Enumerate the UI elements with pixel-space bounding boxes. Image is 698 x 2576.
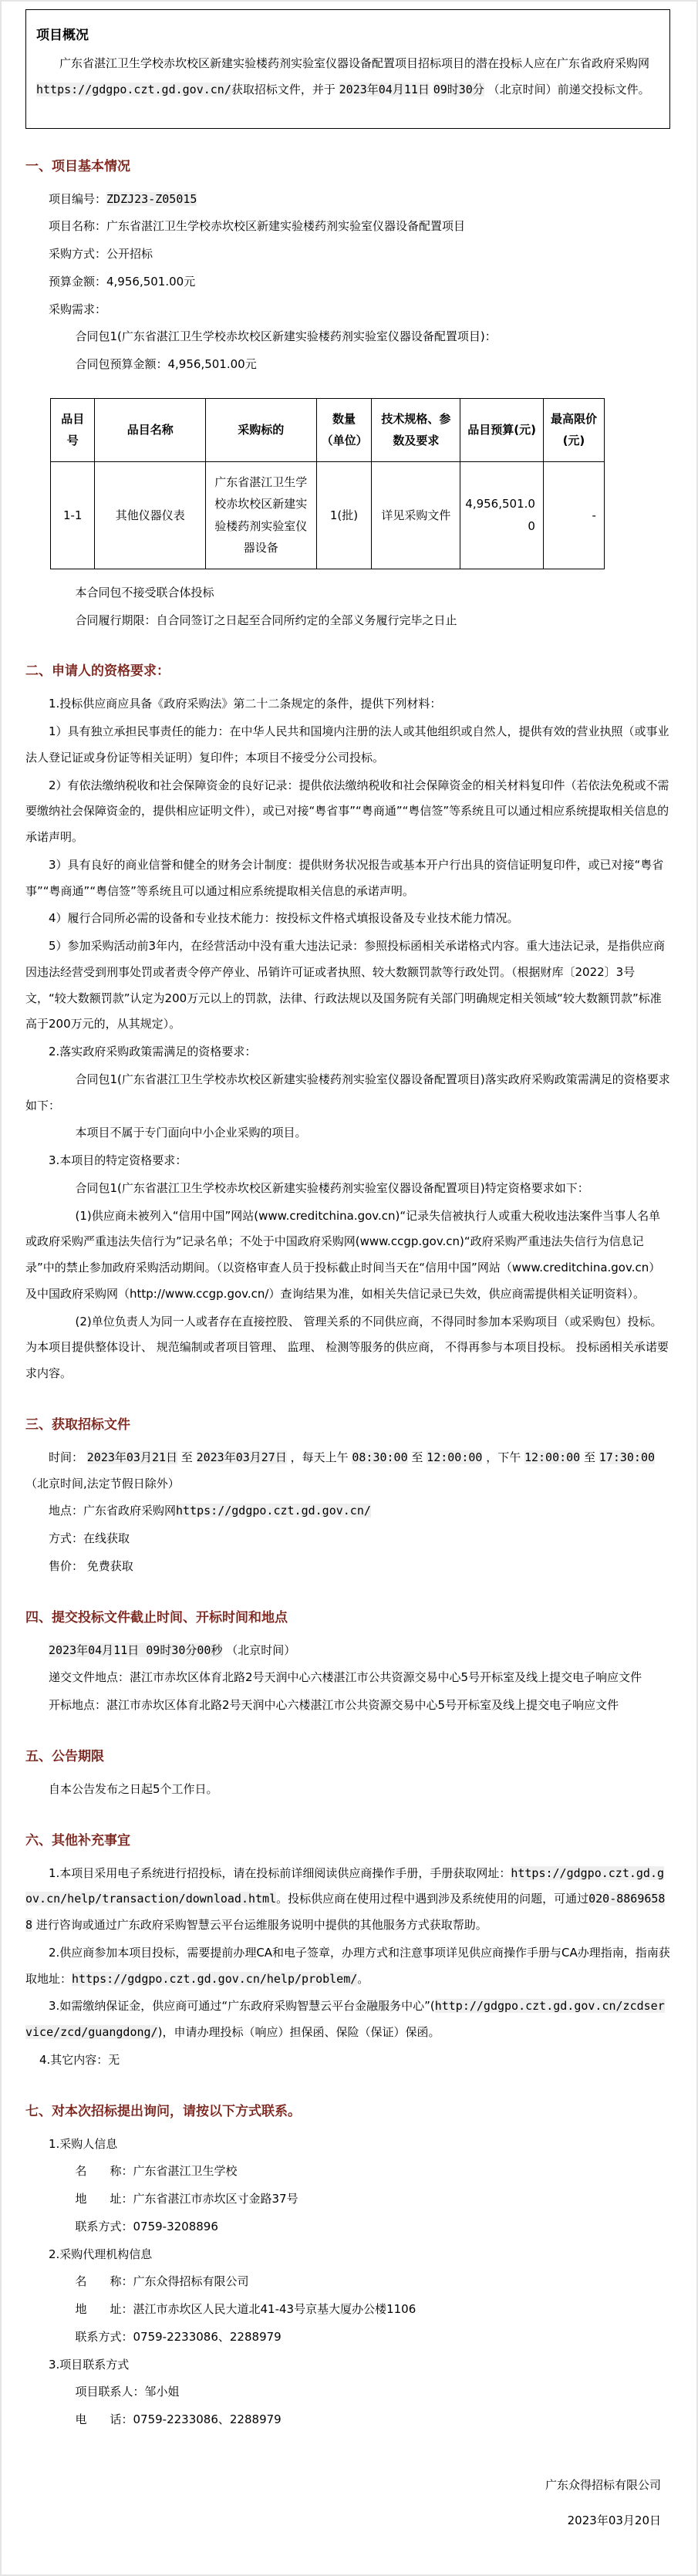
table-cell: 4,956,501.00: [460, 461, 544, 569]
document-time-line: [25, 1445, 670, 1497]
submission-deadline-line: [25, 1638, 670, 1664]
text-segment: 项目编号：: [49, 191, 107, 206]
section-7-heading: 七、对本次招标提出询问，请按以下方式联系。: [25, 2103, 301, 2119]
highlighted-value: https://gdgpo.czt.gd.gov.cn/help/transaction/download.html: [25, 1865, 665, 1906]
project-name-line: 项目名称：广东省湛江卫生学校赤坎校区新建实验楼药剂实验室仪器设备配置项目: [49, 219, 466, 234]
table-cell: 1(批): [316, 461, 372, 569]
agency-info-title: 2.采购代理机构信息: [49, 2247, 153, 2261]
section-3-heading: 三、获取招标文件: [25, 1416, 130, 1433]
text-segment: 进行咨询或通过广东政府采购智慧云平台运维服务说明中提供的其他服务方式获取帮助。: [32, 1918, 487, 1932]
qualification-item: 本项目不属于专门面向中小企业采购的项目。: [75, 1126, 307, 1140]
qualification-item: 1）具有独立承担民事责任的能力：在中华人民共和国境内注册的法人或其他组织或自然人，提供有效的营业执照（或事业法人登记证或身份证等相关证明）复印件；本项目不接受分公司投标。: [25, 724, 669, 765]
document-price-line: 售价： 免费获取: [49, 1558, 133, 1573]
text-segment: 1.本项目采用电子系统进行招投标，请在投标前详细阅读供应商操作手册，手册获取网址：: [49, 1865, 511, 1880]
qualification-item: (1)供应商未被列入“信用中国”网站(www.creditchina.gov.cn)“记录失信被执行人或重大税收违法案件当事人名单或政府采购严重违法失信行为”记录名单；不处于中国政府采购网(www.ccgp.gov.cn)“政府采购严重违法失信行为信息记录”中的禁止参加政府采购活动期间。（以资格审查人员于投标截止时间当天在“信用中国”网站（www.creditchina.gov.cn）及中国政府采购网（http://www.ccgp.gov.cn/）查询结果为准，如相关失信记录已失效，供应商需提供相关证明资料）。: [25, 1208, 661, 1301]
supplement-item: [25, 1940, 670, 1993]
items-table-header-cell: 技术规格、参数及要求: [372, 398, 460, 461]
bid-opening-place-line: 开标地点：湛江市赤坎区体育北路2号天润中心六楼湛江市公共资源交易中心5号开标室及线上提交电子响应文件: [49, 1698, 619, 1712]
text-segment: ，每天上午: [286, 1450, 352, 1464]
qualification-item: 合同包1(广东省湛江卫生学校赤坎校区新建实验楼药剂实验室仪器设备配置项目)落实政府采购政策需满足的资格要求如下：: [25, 1072, 670, 1112]
contract-duration-line: 合同履行期限：自合同签订之日起至合同所约定的全部义务履行完毕之日止: [75, 613, 457, 627]
highlighted-value: 08:30:00: [352, 1450, 408, 1464]
buyer-info-title: 1.采购人信息: [49, 2136, 118, 2151]
table-row: [51, 461, 605, 569]
section-2-heading: 二、申请人的资格要求：: [25, 663, 170, 680]
text-segment: 2.供应商参加本项目投标，需要提前办理CA和电子签章，办理方式和注意事项详见供应商操作手册与CA办理指南，指南获取地址：: [25, 1945, 670, 1986]
qualification-item: 2.落实政府采购政策需满足的资格要求：: [49, 1045, 257, 1058]
highlighted-value: 2023年03月21日: [86, 1450, 178, 1464]
submission-place-line: 递交文件地点：湛江市赤坎区体育北路2号天润中心六楼湛江市公共资源交易中心5号开标室及线上提交电子响应文件: [49, 1670, 642, 1685]
highlighted-value: 2023年03月27日: [196, 1450, 287, 1464]
highlighted-value: 12:00:00: [427, 1450, 483, 1464]
items-table-header-cell: 品目预算(元): [460, 398, 544, 461]
text-segment: 。投标供应商在使用过程中遇到涉及系统使用的问题，可通过: [276, 1892, 589, 1906]
qualification-item: 1.投标供应商应具备《政府采购法》第二十二条规定的条件，提供下列材料：: [49, 697, 442, 711]
supplement-item: 4.其它内容：无: [39, 2052, 120, 2067]
text-segment: 地点：广东省政府采购网: [49, 1504, 177, 1518]
table-cell: 1-1: [51, 461, 95, 569]
text-segment: 获取招标文件，并于: [231, 82, 339, 96]
highlighted-value: 2023年04月11日: [339, 82, 430, 96]
highlighted-value: 2023年04月11日 09时30分00秒: [49, 1642, 223, 1657]
qualification-item: 3.本项目的特定资格要求：: [49, 1153, 187, 1167]
items-table-body: [51, 461, 605, 569]
qualification-item: 3）具有良好的商业信誉和健全的财务会计制度：提供财务状况报告或基本开户行出具的资信证明复印件，或已对接“粤省事”“粤商通”“粤信签”等系统且可以通过相应系统提取相关信息的承诺声明。: [25, 857, 664, 898]
section-1-heading: 一、项目基本情况: [25, 158, 130, 174]
highlighted-value: http://gdgpo.czt.gd.gov.cn/zcdservice/zcd/guangdong/: [25, 1999, 665, 2039]
text-segment: 至: [177, 1450, 197, 1464]
agency-name-line: 名 称：广东众得招标有限公司: [75, 2274, 249, 2289]
text-segment: 时间：: [49, 1450, 87, 1464]
procurement-method-line: 采购方式：公开招标: [49, 247, 153, 261]
table-cell: 详见采购文件: [372, 461, 460, 569]
agency-address-line: 地 址：湛江市赤坎区人民大道北41-43号京基大厦办公楼1106: [75, 2302, 416, 2316]
overview-paragraph: [36, 51, 656, 103]
items-table-header-cell: 品目号: [51, 398, 95, 461]
text-segment: ，下午: [482, 1450, 524, 1464]
text-segment: 。: [357, 1971, 369, 1986]
announcement-period-line: 自本公告发布之日起5个工作日。: [49, 1781, 218, 1796]
highlighted-value: https://gdgpo.czt.gd.gov.cn/: [36, 82, 231, 96]
project-contact-title: 3.项目联系方式: [49, 2357, 130, 2372]
supplement-item: [25, 1861, 670, 1939]
items-table-header-cell: 数量（单位）: [316, 398, 372, 461]
highlighted-value: 020-88696588: [25, 1892, 666, 1932]
text-segment: 3.如需缴纳保证金，供应商可通过“广东政府采购智慧云平台金融服务中心”(: [49, 1999, 435, 2014]
items-table-header-row: [51, 398, 605, 461]
text-segment: 至: [407, 1450, 427, 1464]
document-footer: [25, 2467, 670, 2539]
document-place-line: [25, 1498, 670, 1524]
package-line: 合同包1(广东省湛江卫生学校赤坎校区新建实验楼药剂实验室仪器设备配置项目)：: [75, 329, 497, 344]
items-table-header-cell: 最高限价(元): [543, 398, 604, 461]
package-budget-line: 合同包预算金额：4,956,501.00元: [75, 357, 257, 371]
project-overview-box: [25, 9, 670, 129]
demand-label: 采购需求：: [49, 302, 107, 316]
table-cell: -: [543, 461, 604, 569]
project-code-line: [25, 187, 670, 213]
footer-company: 广东众得招标有限公司: [545, 2477, 661, 2492]
highlighted-value: https://gdgpo.czt.gd.gov.cn/: [176, 1504, 371, 1518]
qualification-item: (2)单位负责人为同一人或者存在直接控股、 管理关系的不同供应商，不得同时参加本采购项目（或采购包）投标。 为本项目提供整体设计、 规范编制或者项目管理、 监理、 检测等服务的供应商， 不得再参与本项目投标。 投标函相关承诺要求内容。: [25, 1314, 669, 1380]
qualification-item: 2）有依法缴纳税收和社会保障资金的良好记录：提供依法缴纳税收和社会保障资金的相关材料复印件（若依法免税或不需要缴纳社会保障资金的，提供相应证明文件），或已对接“粤省事”“粤商通”“粤信签”等系统且可以通过相应系统提取相关信息的承诺声明。: [25, 778, 669, 844]
qualification-item: 5）参加采购活动前3年内，在经营活动中没有重大违法记录：参照投标函相关承诺格式内容。重大违法记录，是指供应商因违法经营受到刑事处罚或者责令停产停业、吊销许可证或者执照、较大数额罚款等行政处罚。（根据财库〔2022〕3号文，“较大数额罚款”认定为200万元以上的罚款，法律、行政法规以及国务院有关部门明确规定相关领域“较大数额罚款”标准高于200万元的，从其规定）。: [25, 939, 666, 1031]
qualification-item: 4）履行合同所必需的设备和专业技术能力：按投标文件格式填报设备及专业技术能力情况。: [49, 911, 519, 926]
text-segment: （北京时间,法定节假日除外）: [25, 1476, 180, 1491]
section-4-heading: 四、提交投标文件截止时间、开标时间和地点: [25, 1609, 288, 1626]
highlighted-value: 12:00:00: [524, 1450, 581, 1464]
text-segment: [430, 83, 433, 96]
text-segment: （北京时间）前递交投标文件。: [484, 82, 650, 96]
agency-contact-line: 联系方式：0759-2233086、2288979: [75, 2329, 282, 2344]
document-method-line: 方式：在线获取: [49, 1531, 130, 1545]
project-contact-phone-line: 电 话：0759-2233086、2288979: [75, 2412, 282, 2426]
buyer-name-line: 名 称：广东省湛江卫生学校: [75, 2164, 238, 2179]
text-segment: 至: [580, 1450, 599, 1464]
buyer-contact-line: 联系方式：0759-3208896: [75, 2219, 218, 2233]
items-table-header-cell: 品目名称: [95, 398, 206, 461]
items-table: [50, 398, 605, 569]
table-cell: 广东省湛江卫生学校赤坎校区新建实验楼药剂实验室仪器设备: [206, 461, 317, 569]
footer-date: 2023年03月20日: [567, 2514, 661, 2528]
budget-line: 预算金额：4,956,501.00元: [49, 274, 196, 289]
qualification-item: 合同包1(广东省湛江卫生学校赤坎校区新建实验楼药剂实验室仪器设备配置项目)特定资格要求如下：: [75, 1180, 589, 1195]
highlighted-value: https://gdgpo.czt.gd.gov.cn/help/problem/: [72, 1971, 358, 1986]
items-table-header-cell: 采购标的: [206, 398, 317, 461]
highlighted-value: ZDZJ23-Z05015: [106, 191, 197, 206]
text-segment: )，申请办理投标（响应）担保函、保险（保证）保函。: [157, 2025, 440, 2039]
table-cell: 其他仪器仪表: [95, 461, 206, 569]
project-contact-person-line: 项目联系人：邹小姐: [75, 2385, 180, 2399]
section-6-heading: 六、其他补充事宜: [25, 1832, 130, 1848]
highlighted-value: 09时30分: [433, 82, 484, 96]
highlighted-value: 17:30:00: [599, 1450, 656, 1464]
text-segment: （北京时间）: [222, 1642, 296, 1657]
text-segment: 广东省湛江卫生学校赤坎校区新建实验楼药剂实验室仪器设备配置项目招标项目的潜在投标人应在广东省政府采购网: [59, 56, 650, 70]
buyer-address-line: 地 址：广东省湛江市赤坎区寸金路37号: [75, 2192, 298, 2206]
supplement-item: [25, 1994, 670, 2046]
overview-title: 项目概况: [36, 28, 89, 43]
no-joint-bid-line: 本合同包不接受联合体投标: [75, 585, 214, 599]
section-5-heading: 五、公告期限: [25, 1748, 104, 1764]
